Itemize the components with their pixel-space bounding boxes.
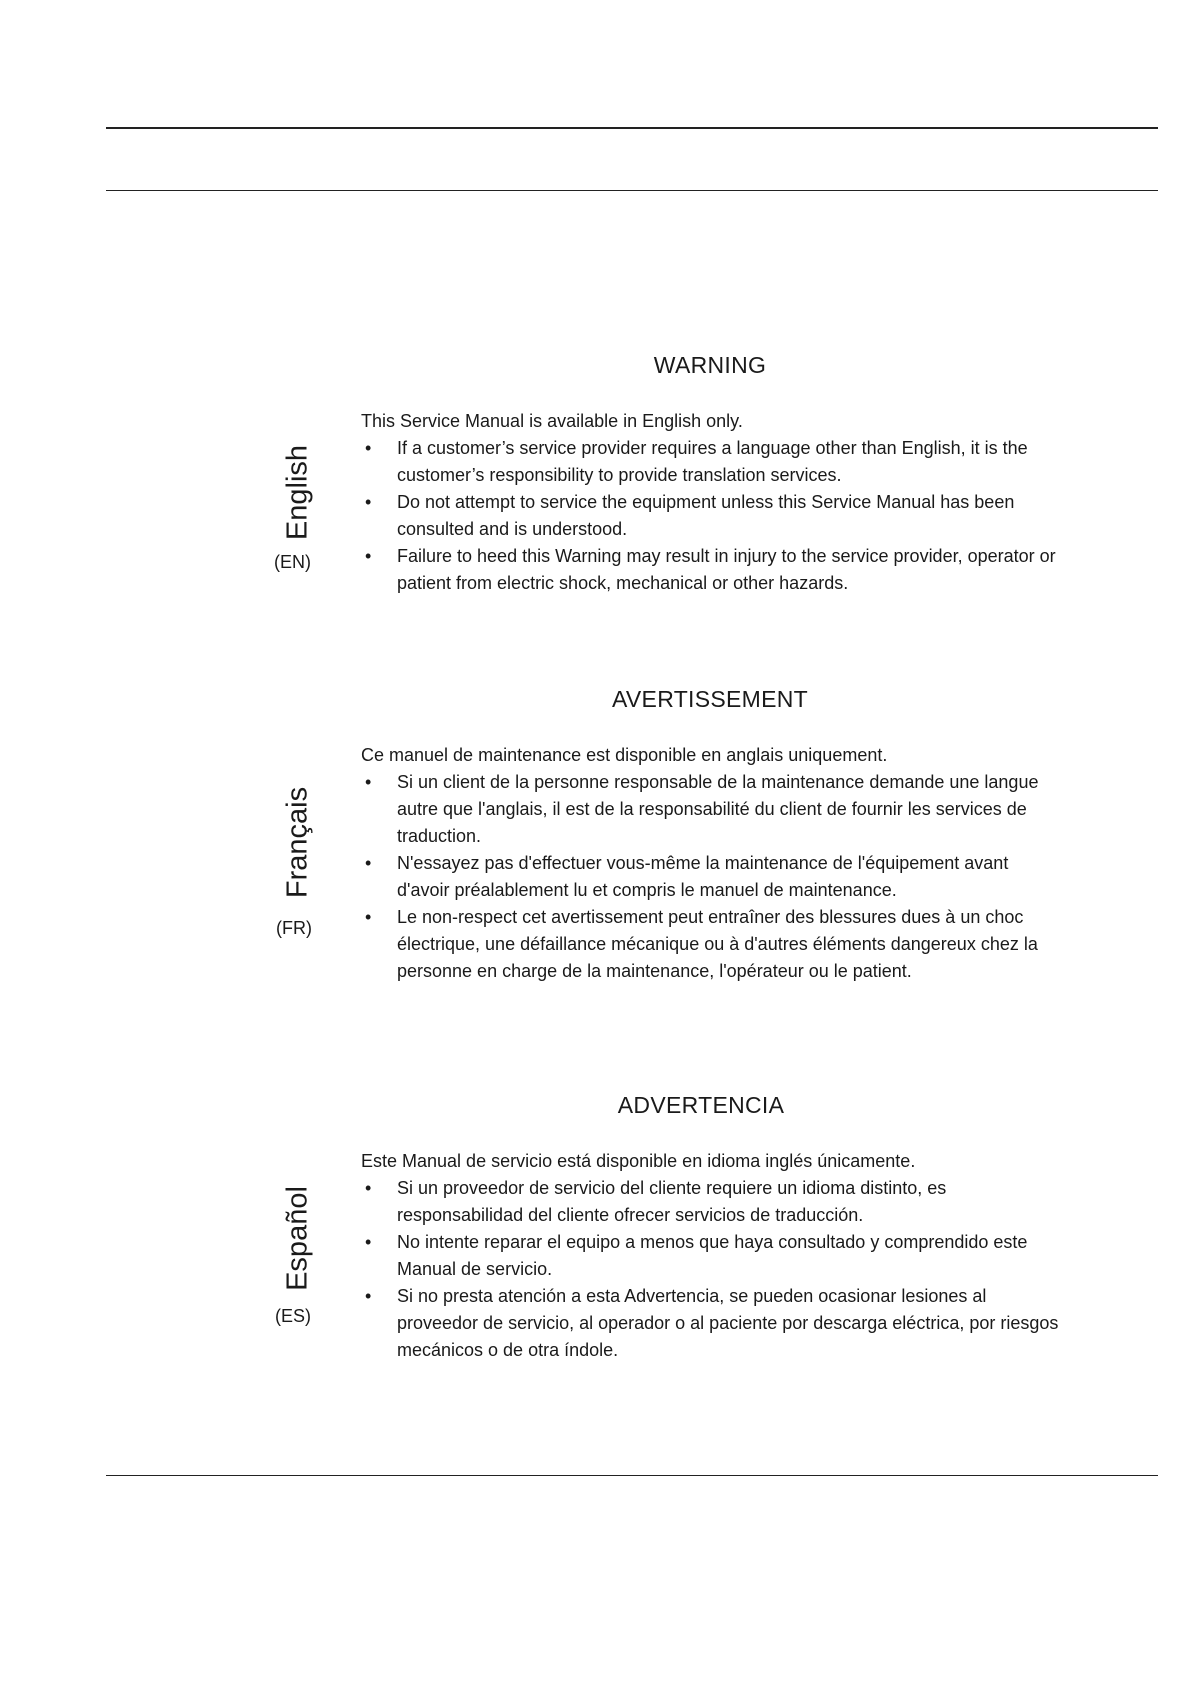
list-item: • Si no presta atención a esta Advertencia, se pueden ocasionar lesiones al proveedor de servicio, al operador o al paciente por descarga eléctrica, por riesgos mecánicos o de otra índole. bbox=[361, 1283, 1061, 1364]
english-warning-section bbox=[0, 352, 1190, 612]
spanish-heading: ADVERTENCIA bbox=[617, 1092, 785, 1118]
top-rule bbox=[106, 127, 1158, 129]
spanish-language-name: Español bbox=[281, 1186, 314, 1291]
english-body bbox=[361, 408, 1061, 597]
spanish-language-code: (ES) bbox=[275, 1306, 311, 1326]
list-item: • Do not attempt to service the equipment unless this Service Manual has been consulted and is understood. bbox=[361, 489, 1061, 543]
list-item: • Le non-respect cet avertissement peut entraîner des blessures dues à un choc électrique, une défaillance mécanique ou à d'autres éléments dangereux chez la personne en charge de la maintenance, l'opérateur ou le patient. bbox=[361, 904, 1061, 985]
english-language-code: (EN) bbox=[274, 552, 311, 572]
spanish-warning-section bbox=[0, 1092, 1190, 1372]
list-item: • N'essayez pas d'effectuer vous-même la maintenance de l'équipement avant d'avoir préalablement lu et compris le manuel de maintenance. bbox=[361, 850, 1061, 904]
list-item: • Si un client de la personne responsable de la maintenance demande une langue autre que l'anglais, il est de la responsabilité du client de fournir les services de traduction. bbox=[361, 769, 1061, 850]
french-body bbox=[361, 742, 1061, 985]
english-language-name: English bbox=[281, 444, 314, 541]
spanish-bullet-list bbox=[361, 1175, 1061, 1364]
spanish-body bbox=[361, 1148, 1061, 1364]
french-warning-section bbox=[0, 686, 1190, 1016]
english-bullet-list bbox=[361, 435, 1061, 597]
french-intro: Ce manuel de maintenance est disponible en anglais uniquement. bbox=[361, 745, 888, 765]
english-intro: This Service Manual is available in English only. bbox=[361, 411, 743, 431]
list-item: • No intente reparar el equipo a menos que haya consultado y comprendido este Manual de servicio. bbox=[361, 1229, 1061, 1283]
french-language-code: (FR) bbox=[276, 918, 312, 938]
french-heading: AVERTISSEMENT bbox=[611, 686, 809, 712]
list-item: • Si un proveedor de servicio del cliente requiere un idioma distinto, es responsabilidad del cliente ofrecer servicios de traducción. bbox=[361, 1175, 1061, 1229]
footer-rule bbox=[106, 1475, 1158, 1476]
french-language-name: Français bbox=[281, 786, 314, 899]
list-item: • If a customer’s service provider requires a language other than English, it is the customer’s responsibility to provide translation services. bbox=[361, 435, 1061, 489]
spanish-intro: Este Manual de servicio está disponible en idioma inglés únicamente. bbox=[361, 1151, 916, 1171]
list-item: • Failure to heed this Warning may result in injury to the service provider, operator or patient from electric shock, mechanical or other hazards. bbox=[361, 543, 1061, 597]
header-rule bbox=[106, 190, 1158, 191]
english-heading: WARNING bbox=[653, 352, 767, 378]
french-bullet-list bbox=[361, 769, 1061, 985]
